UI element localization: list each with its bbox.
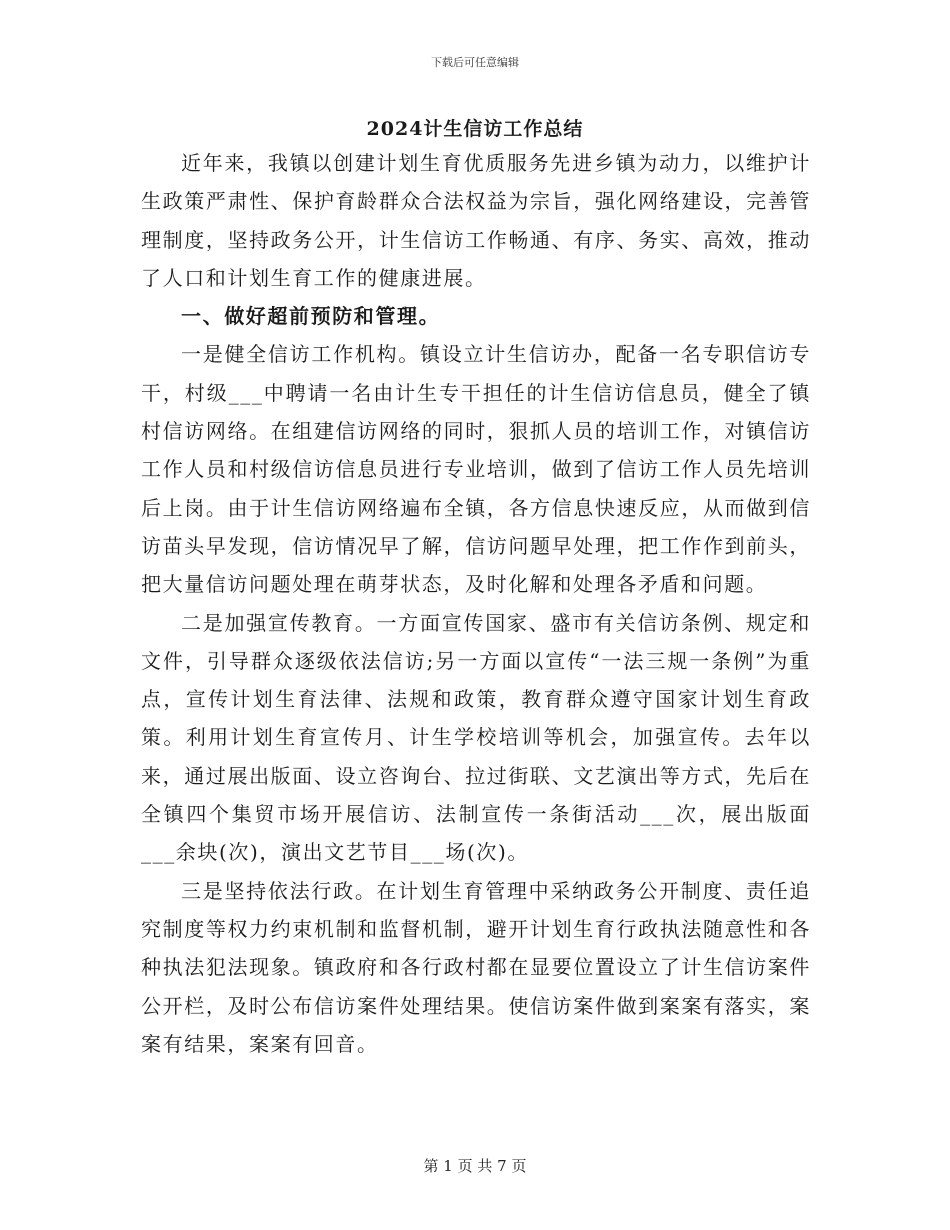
document-title: 2024计生信访工作总结 (366, 118, 584, 140)
body-paragraph: 三是坚持依法行政。在计划生育管理中采纳政务公开制度、责任追究制度等权力约束机制和监督机制，避开计划生育行政执法随意性和各种执法犯法现象。镇政府和各行政村都在显要位置设立了计生信访案件公开栏，及时公布信访案件处理结果。使信访案件做到案案有落实，案案有结果，案案有回音。 (141, 878, 811, 1056)
header-note: 下载后可任意编辑 (431, 56, 519, 69)
intro-paragraph: 近年来，我镇以创建计划生育优质服务先进乡镇为动力，以维护计生政策严肃性、保护育龄群众合法权益为宗旨，强化网络建设，完善管理制度，坚持政务公开，计生信访工作畅通、有序、务实、高效，推动了人口和计划生育工作的健康进展。 (141, 151, 811, 290)
section-heading: 一、做好超前预防和管理。 (181, 304, 441, 329)
body-paragraph: 二是加强宣传教育。一方面宣传国家、盛市有关信访条例、规定和文件，引导群众逐级依法信访;另一方面以宣传“一法三规一条例”为重点，宣传计划生育法律、法规和政策，教育群众遵守国家计划生育政策。利用计划生育宣传月、计生学校培训等机会，加强宣传。去年以来，通过展出版面、设立咨询台、拉过街联、文艺演出等方式，先后在全镇四个集贸市场开展信访、法制宣传一条街活动___次，展出版面___余块(次)，演出文艺节目___场(次)。 (141, 610, 811, 865)
page-number: 第 1 页 共 7 页 (423, 1157, 527, 1175)
document-body (141, 144, 811, 1063)
body-paragraph: 一是健全信访工作机构。镇设立计生信访办，配备一名专职信访专干，村级___中聘请一名由计生专干担任的计生信访信息员，健全了镇村信访网络。在组建信访网络的同时，狠抓人员的培训工作，对镇信访工作人员和村级信访信息员进行专业培训，做到了信访工作人员先培训后上岗。由于计生信访网络遍布全镇，各方信息快速反应，从而做到信访苗头早发现，信访情况早了解，信访问题早处理，把工作作到前头，把大量信访问题处理在萌芽状态，及时化解和处理各矛盾和问题。 (141, 342, 811, 597)
